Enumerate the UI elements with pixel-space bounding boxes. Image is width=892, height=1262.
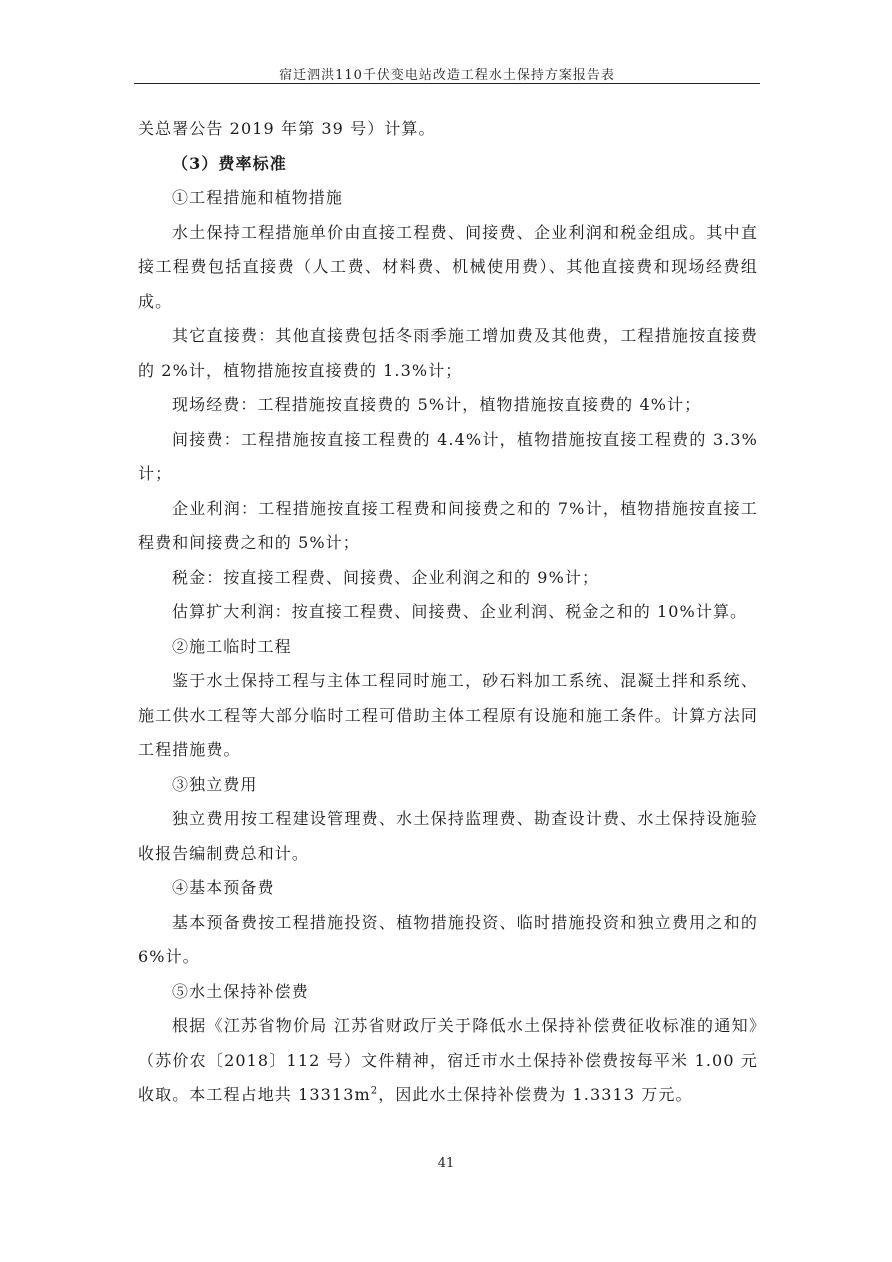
paragraph-indirect-costs: 间接费：工程措施按直接工程费的 4.4%计，植物措施按直接工程费的 3.3%计； xyxy=(138,429,758,483)
paragraph-basic-reserve: 基本预备费按工程措施投资、植物措施投资、临时措施投资和独立费用之和的 6%计。 xyxy=(138,912,758,966)
section-heading-fee-rates: （3）费率标准 xyxy=(172,153,287,173)
compensation-text-part2: ，因此水土保持补偿费为 1.3313 万元。 xyxy=(378,1085,693,1104)
subheading-basic-reserve: ④基本预备费 xyxy=(172,878,275,897)
superscript-square: 2 xyxy=(370,1085,379,1097)
paragraph-estimate-expanded-profit: 估算扩大利润：按直接工程费、间接费、企业利润、税金之和的 10%计算。 xyxy=(172,602,748,621)
page-number: 41 xyxy=(437,1156,455,1171)
compensation-text-part1: 根据《江苏省物价局 江苏省财政厅关于降低水土保持补偿费征收标准的通知》（苏价农〔2018〕112 号）文件精神，宿迁市水土保持补偿费按每平米 1.00 元收取。本工程占地共 13313m xyxy=(138,1016,758,1104)
page-header: 宿迁泗洪110千伏变电站改造工程水土保持方案报告表 xyxy=(279,68,615,83)
paragraph-tax: 税金：按直接工程费、间接费、企业利润之和的 9%计； xyxy=(172,567,600,587)
paragraph-continuation: 关总署公告 2019 年第 39 号）计算。 xyxy=(138,119,436,138)
header-rule xyxy=(134,83,760,84)
subheading-compensation-fee: ⑤水土保持补偿费 xyxy=(172,981,309,1001)
subheading-engineering-plant-measures: ①工程措施和植物措施 xyxy=(172,188,344,207)
paragraph-site-expenses: 现场经费：工程措施按直接费的 5%计，植物措施按直接费的 4%计； xyxy=(172,395,702,414)
paragraph-enterprise-profit: 企业利润：工程措施按直接工程费和间接费之和的 7%计，植物措施按直接工程费和间接费之和的 5%计； xyxy=(138,498,758,552)
paragraph-independent-costs: 独立费用按工程建设管理费、水土保持监理费、勘查设计费、水土保持设施验收报告编制费总和计。 xyxy=(138,809,758,863)
document-body xyxy=(138,112,758,1113)
paragraph-other-direct-costs: 其它直接费：其他直接费包括冬雨季施工增加费及其他费，工程措施按直接费的 2%计，植物措施按直接费的 1.3%计； xyxy=(138,326,758,380)
paragraph-unit-price-composition: 水土保持工程措施单价由直接工程费、间接费、企业利润和税金组成。其中直接工程费包括直接费（人工费、材料费、机械使用费）、其他直接费和现场经费组成。 xyxy=(138,222,758,311)
subheading-independent-costs: ③独立费用 xyxy=(172,774,258,794)
paragraph-temporary-works: 鉴于水土保持工程与主体工程同时施工，砂石料加工系统、混凝土拌和系统、施工供水工程等大部分临时工程可借助主体工程原有设施和施工条件。计算方法同工程措施费。 xyxy=(138,671,758,759)
paragraph-compensation-fee xyxy=(138,1009,758,1113)
subheading-temporary-works: ②施工临时工程 xyxy=(172,636,292,656)
